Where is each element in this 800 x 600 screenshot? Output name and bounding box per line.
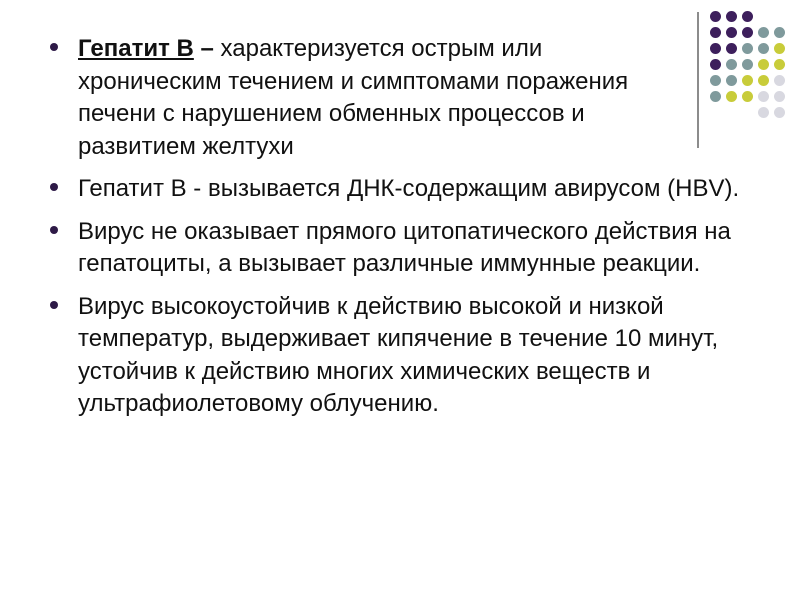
decorative-dot	[774, 107, 785, 118]
decorative-dot	[758, 43, 769, 54]
decorative-dot	[758, 59, 769, 70]
bullet-text: Вирус не оказывает прямого цитопатического действия на гепатоциты, а вызывает различные иммунные реакции.	[78, 217, 731, 277]
bullet-list	[50, 33, 750, 431]
bullet-dot-icon	[50, 43, 58, 51]
decorative-dot	[774, 27, 785, 38]
bullet-dot-icon	[50, 301, 58, 309]
decorative-dot	[758, 27, 769, 38]
term-dash: –	[193, 35, 221, 62]
bullet-item	[50, 216, 750, 281]
bullet-dot-icon	[50, 183, 58, 191]
bullet-dot-icon	[50, 226, 58, 234]
term-heading: Гепатит В	[78, 35, 194, 62]
decorative-dot	[710, 11, 721, 22]
decorative-dot	[758, 75, 769, 86]
decorative-dot	[758, 107, 769, 118]
bullet-text: Гепатит В - вызывается ДНК-содержащим авирусом (HBV).	[78, 175, 740, 202]
bullet-text: Вирус высокоустойчив к действию высокой и низкой температур, выдерживает кипячение в течение 10 минут, устойчив к действию многих химических веществ и ультрафиолетовому облучению.	[78, 292, 719, 417]
decorative-dot	[758, 91, 769, 102]
bullet-text	[78, 33, 690, 163]
decorative-dot	[774, 91, 785, 102]
bullet-item	[50, 291, 750, 421]
decorative-dot	[774, 75, 785, 86]
bullet-item	[50, 33, 690, 163]
term-definition: характеризуется острым или хроническим течением и симптомами поражения печени с нарушением обменных процессов и развитием желтухи	[78, 35, 629, 160]
decorative-dot	[774, 59, 785, 70]
decorative-dot	[774, 43, 785, 54]
decorative-dot	[726, 11, 737, 22]
bullet-item	[50, 173, 750, 206]
decorative-dot	[742, 11, 753, 22]
